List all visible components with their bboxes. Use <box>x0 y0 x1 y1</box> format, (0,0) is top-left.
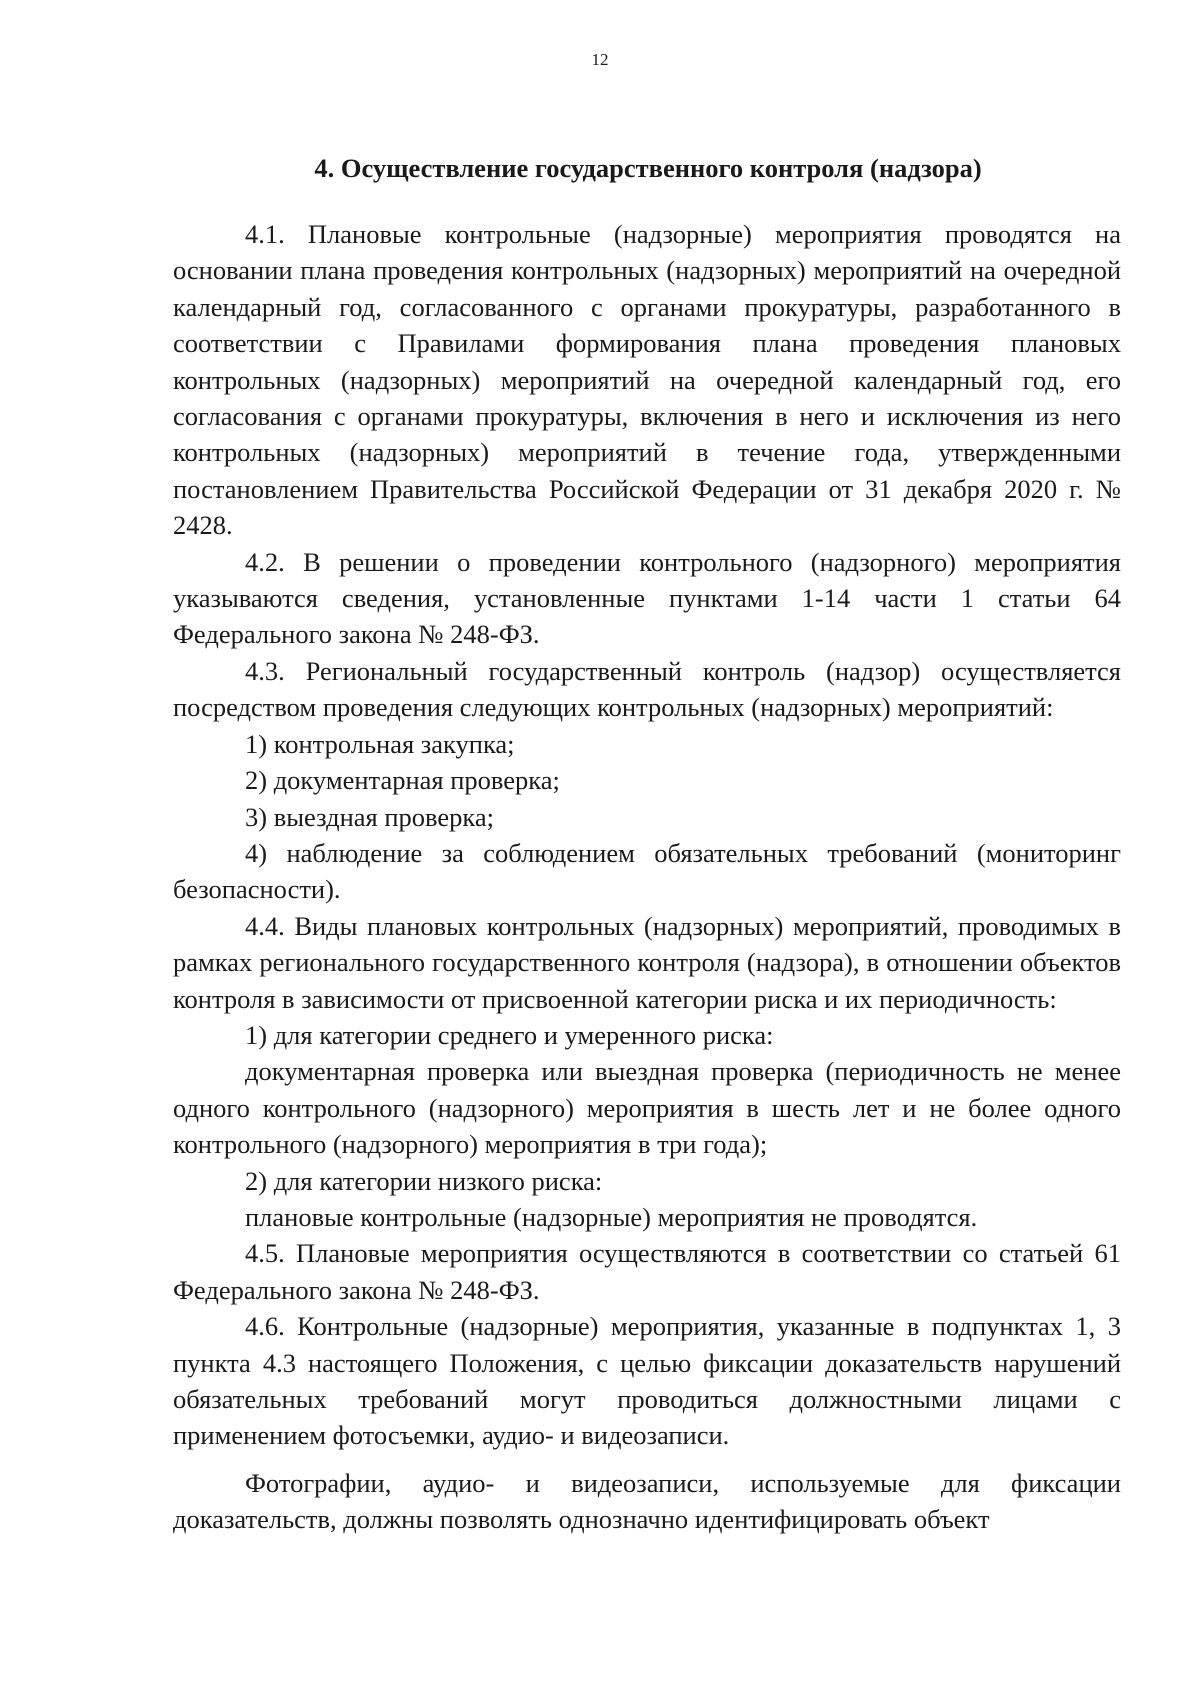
paragraph-4-4: 4.4. Виды плановых контрольных (надзорных) мероприятий, проводимых в рамках регионального государственного контроля (надзора), в отношении объектов контроля в зависимости от присвоенной категории риска и их периодичность: <box>173 910 1121 1014</box>
low-risk-description: плановые контрольные (надзорные) мероприятия не проводятся. <box>245 1201 978 1232</box>
list-item-monitoring: 4) наблюдение за соблюдением обязательных требований (мониторинг безопасности). <box>173 837 1121 905</box>
section-title: 4. Осуществление государственного контроля (надзора) <box>314 153 982 183</box>
list-item-documentary-check: 2) документарная проверка; <box>245 765 560 796</box>
list-item-onsite-check: 3) выездная проверка; <box>245 801 494 832</box>
list-item-low-risk: 2) для категории низкого риска: <box>245 1165 603 1196</box>
paragraph-4-3: 4.3. Региональный государственный контроль (надзор) осуществляется посредством проведения следующих контрольных (надзорных) мероприятий: <box>173 655 1121 723</box>
page-number: 12 <box>591 50 609 69</box>
paragraph-4-5: 4.5. Плановые мероприятия осуществляются в соответствии со статьей 61 Федерального закона № 248-ФЗ. <box>173 1238 1121 1305</box>
paragraph-4-1: 4.1. Плановые контрольные (надзорные) мероприятия проводятся на основании плана проведения контрольных (надзорных) мероприятий на очередной календарный год, согласованного с органами прокуратуры, разработанного в соответствии с Правилами формирования плана проведения плановых контрольных (надзорных) мероприятий на очередной календарный год, его согласования с органами прокуратуры, включения в него и исключения из него контрольных (надзорных) мероприятий в течение года, утвержденными постановлением Правительства Российской Федерации от 31 декабря 2020 г. № 2428. <box>173 219 1121 541</box>
list-item-medium-risk: 1) для категории среднего и умеренного риска: <box>245 1019 774 1050</box>
paragraph-4-2: 4.2. В решении о проведении контрольного (надзорного) мероприятия указываются сведения, установленные пунктами 1-14 части 1 статьи 64 Федерального закона № 248-ФЗ. <box>173 546 1121 650</box>
paragraph-photo-evidence: Фотографии, аудио- и видеозаписи, используемые для фиксации доказательств, должны позволять однозначно идентифицировать объект <box>173 1467 1121 1535</box>
list-item-control-purchase: 1) контрольная закупка; <box>245 728 515 759</box>
paragraph-4-6: 4.6. Контрольные (надзорные) мероприятия, указанные в подпунктах 1, 3 пункта 4.3 настоящего Положения, с целью фиксации доказательств нарушений обязательных требований могут проводиться должностными лицами с применением фотосъемки, аудио- и видеозаписи. <box>173 1311 1121 1451</box>
document-body <box>173 216 1121 1538</box>
medium-risk-description: документарная проверка или выездная проверка (периодичность не менее одного контрольного (надзорного) мероприятия в шесть лет и не более одного контрольного (надзорного) мероприятия в три года); <box>173 1056 1121 1160</box>
